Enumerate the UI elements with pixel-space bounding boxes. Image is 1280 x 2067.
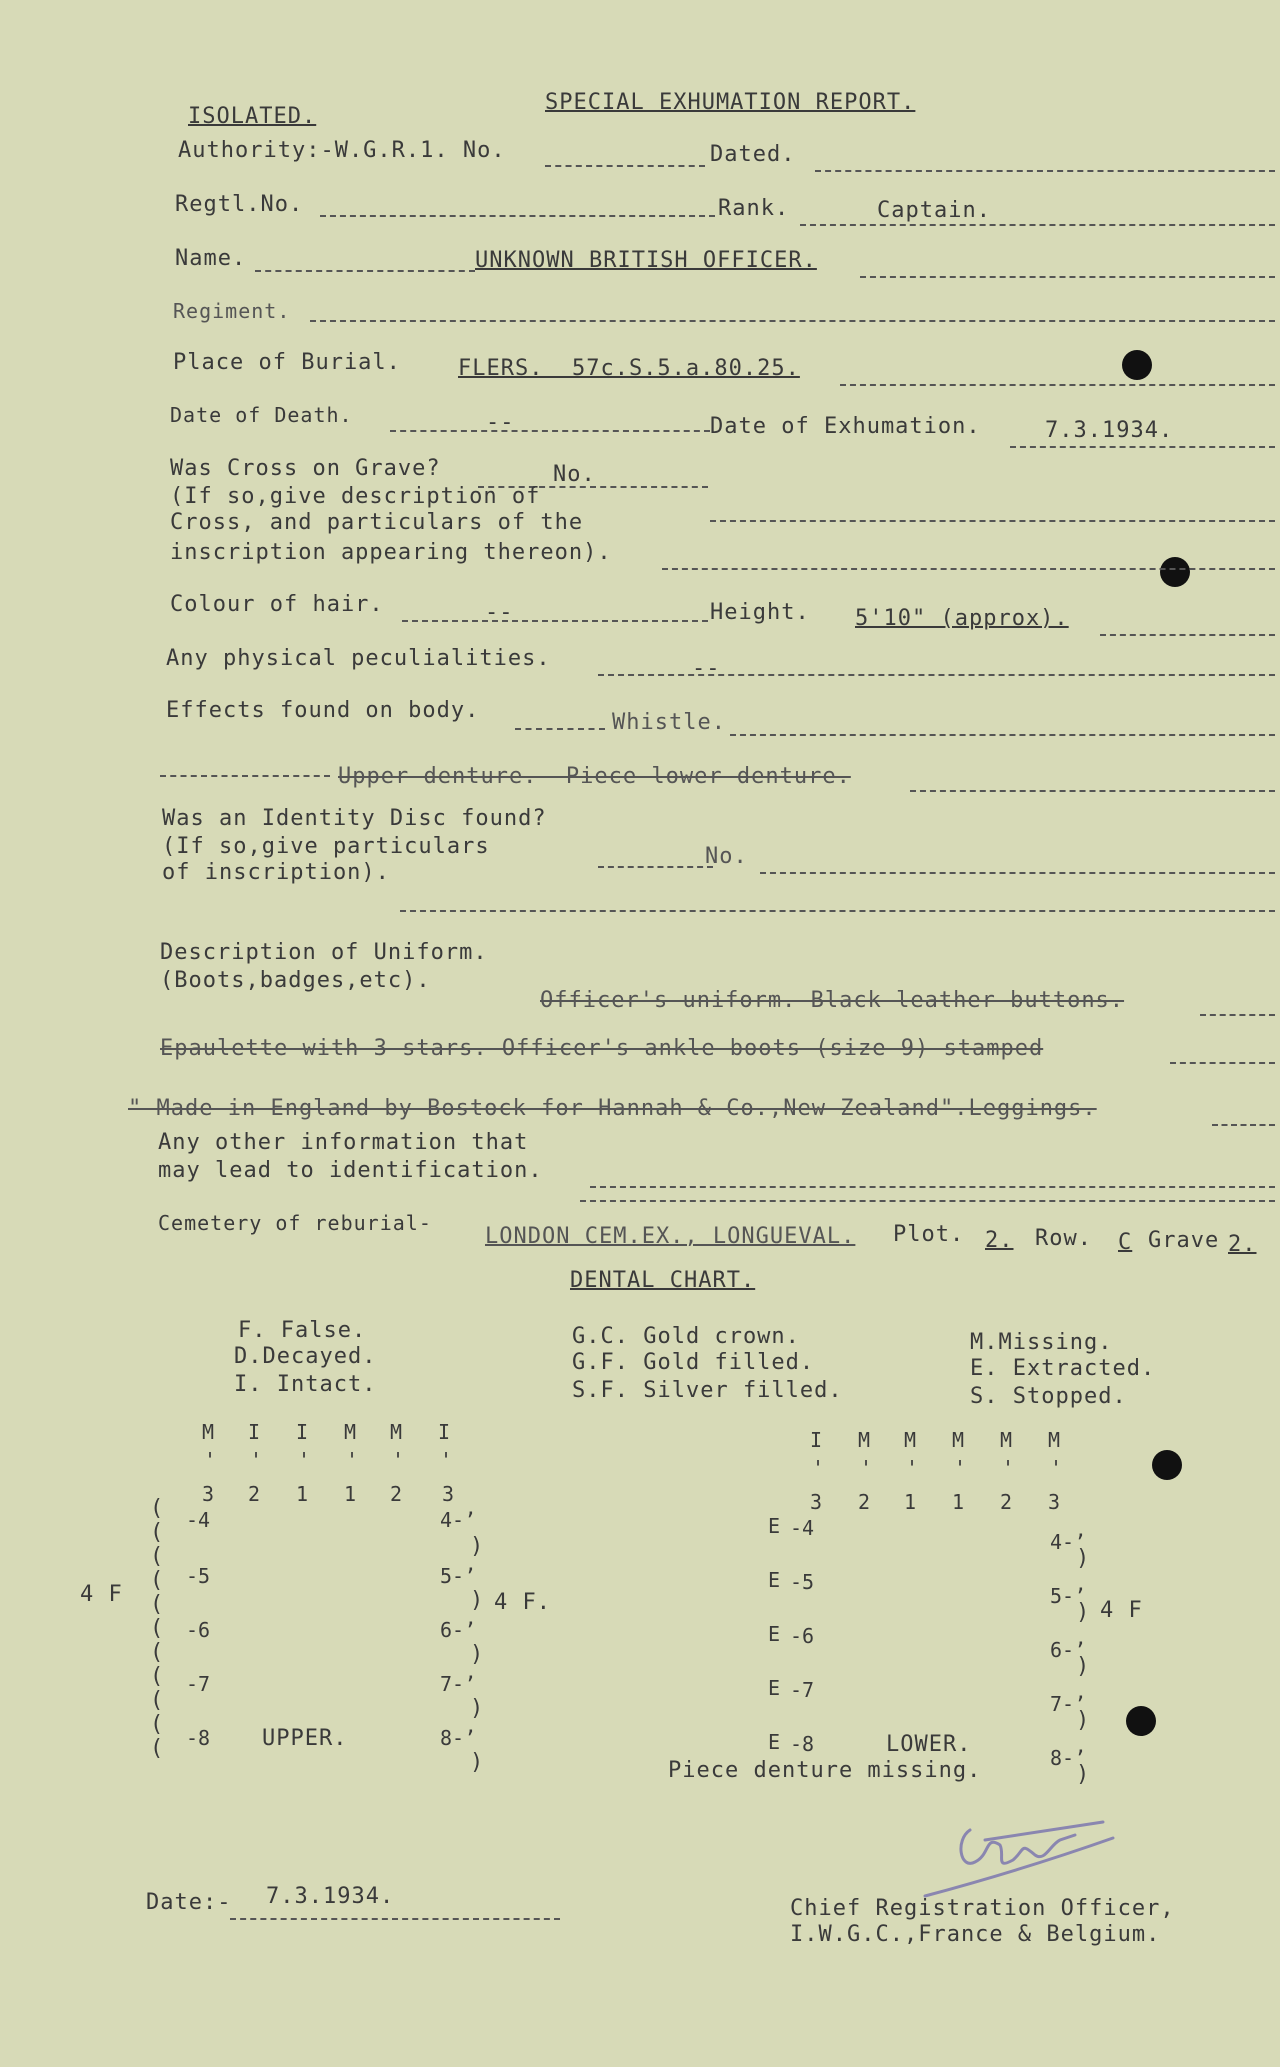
lower-tooth-code: M <box>1000 1428 1013 1452</box>
upper-bracket: ( <box>150 1736 164 1761</box>
regiment-line <box>310 320 1275 322</box>
isolated-heading: ISOLATED. <box>188 104 317 129</box>
lower-bracket: ) <box>1076 1708 1090 1733</box>
row-value: C <box>1118 1230 1133 1255</box>
upper-bracket: ( <box>150 1592 164 1617</box>
lower-tooth-code: M <box>952 1428 965 1452</box>
plot-label: Plot. <box>893 1222 965 1247</box>
punch-hole <box>1126 1706 1156 1736</box>
upper-bracket: ( <box>150 1712 164 1737</box>
upper-bracket: ( <box>150 1496 164 1521</box>
name-line-2 <box>860 276 1275 278</box>
legend-decayed: D.Decayed. <box>234 1344 377 1369</box>
cross-label: Was Cross on Grave? <box>170 456 441 481</box>
lower-tick: ' <box>1050 1456 1063 1480</box>
dated-label: Dated. <box>710 142 796 167</box>
lower-tooth-number: 2 <box>1000 1490 1013 1514</box>
upper-side-left: 4 F <box>80 1582 123 1607</box>
upper-right-tooth: 7-’ <box>440 1672 477 1696</box>
lower-tick: ' <box>812 1456 825 1480</box>
punch-hole <box>1160 557 1190 587</box>
upper-tick: ' <box>250 1448 263 1472</box>
cross-note-3: inscription appearing thereon). <box>170 540 612 565</box>
legend-false: F. False. <box>238 1318 367 1343</box>
disc-label: Was an Identity Disc found? <box>162 806 547 831</box>
other-line <box>590 1186 1275 1188</box>
upper-bracket: ) <box>470 1750 484 1775</box>
upper-tick: ' <box>204 1448 217 1472</box>
lower-right-tooth: 8-’ <box>1050 1746 1087 1770</box>
regiment-label: Regiment. <box>173 299 291 323</box>
exhumation-label: Date of Exhumation. <box>710 414 981 439</box>
effects-label: Effects found on body. <box>166 698 480 723</box>
height-line <box>1100 634 1275 636</box>
upper-tooth-code: I <box>296 1420 309 1444</box>
upper-right-tooth: 6-’ <box>440 1618 477 1642</box>
upper-tick: ' <box>392 1448 405 1472</box>
upper-bracket: ( <box>150 1520 164 1545</box>
disc-note-2: of inscription). <box>162 860 390 885</box>
lower-bracket: ) <box>1076 1546 1090 1571</box>
legend-missing: M.Missing. <box>970 1330 1113 1355</box>
upper-side-right: 4 F. <box>494 1590 551 1615</box>
upper-tooth-number: 2 <box>390 1482 403 1506</box>
lower-tick: ' <box>860 1456 873 1480</box>
lower-left-tooth: -4 <box>790 1516 815 1540</box>
upper-right-tooth: 4-’ <box>440 1508 477 1532</box>
lower-extracted-code: E <box>768 1514 781 1538</box>
effects-line <box>515 728 605 730</box>
lower-side-right: 4 F <box>1100 1598 1143 1623</box>
lower-right-tooth: 6-’ <box>1050 1638 1087 1662</box>
lower-tick: ' <box>906 1456 919 1480</box>
denture-line: Upper denture. Piece lower denture. <box>338 764 851 789</box>
upper-tick: ' <box>298 1448 311 1472</box>
lower-left-tooth: -8 <box>790 1732 815 1756</box>
upper-bracket: ( <box>150 1664 164 1689</box>
cross-line-2 <box>710 520 1275 522</box>
disc-note-1: (If so,give particulars <box>162 834 490 859</box>
effects-value: Whistle. <box>612 710 726 735</box>
name-value: UNKNOWN BRITISH OFFICER. <box>475 248 817 273</box>
upper-bracket: ( <box>150 1616 164 1641</box>
other-label-2: may lead to identification. <box>158 1158 543 1183</box>
date-value: 7.3.1934. <box>266 1884 395 1909</box>
legend-intact: I. Intact. <box>234 1372 377 1397</box>
denture-trail-line <box>910 790 1275 792</box>
upper-left-tooth: -4 <box>186 1508 211 1532</box>
legend-stopped: S. Stopped. <box>970 1384 1127 1409</box>
height-value: 5'10" (approx). <box>855 606 1069 631</box>
lower-tooth-code: M <box>904 1428 917 1452</box>
upper-tooth-code: I <box>438 1420 451 1444</box>
lower-bracket: ) <box>1076 1762 1090 1787</box>
upper-tooth-code: M <box>390 1420 403 1444</box>
name-label: Name. <box>175 246 247 271</box>
legend-silver-filled: S.F. Silver filled. <box>572 1378 843 1403</box>
upper-label: UPPER. <box>262 1726 348 1751</box>
burial-label: Place of Burial. <box>173 350 401 375</box>
upper-tooth-number: 3 <box>202 1482 215 1506</box>
name-line <box>255 270 475 272</box>
death-label: Date of Death. <box>170 403 353 427</box>
disc-line-2 <box>760 872 1275 874</box>
dated-line <box>815 170 1275 172</box>
lower-tooth-code: M <box>1048 1428 1061 1452</box>
lower-extracted-code: E <box>768 1622 781 1646</box>
burial-value: FLERS. 57c.S.5.a.80.25. <box>458 356 800 381</box>
upper-left-tooth: -8 <box>186 1726 211 1750</box>
exhumation-value: 7.3.1934. <box>1045 418 1174 443</box>
lower-left-tooth: -5 <box>790 1570 815 1594</box>
uniform-value-2: Epaulette with 3 stars. Officer's ankle boots (size 9) stamped <box>160 1036 1044 1061</box>
lower-tick: ' <box>1002 1456 1015 1480</box>
upper-tooth-code: M <box>202 1420 215 1444</box>
burial-line <box>840 384 1275 386</box>
uniform-line-3 <box>1212 1124 1275 1126</box>
upper-bracket: ( <box>150 1544 164 1569</box>
cross-note-2: Cross, and particulars of the <box>170 510 584 535</box>
authority-label: Authority:-W.G.R.1. No. <box>178 138 506 163</box>
death-line <box>390 430 710 432</box>
lower-tooth-number: 1 <box>904 1490 917 1514</box>
upper-bracket: ( <box>150 1568 164 1593</box>
upper-tooth-code: I <box>248 1420 261 1444</box>
cross-value: No. <box>553 462 596 487</box>
lower-right-tooth: 5-’ <box>1050 1584 1087 1608</box>
disc-line <box>598 866 713 868</box>
punch-hole <box>1152 1450 1182 1480</box>
disc-value: No. <box>705 844 748 869</box>
lower-right-tooth: 4-’ <box>1050 1530 1087 1554</box>
officer-title-2: I.W.G.C.,France & Belgium. <box>790 1922 1161 1947</box>
peculiar-label: Any physical peculialities. <box>166 646 551 671</box>
grave-value: 2. <box>1228 1232 1257 1257</box>
upper-tooth-number: 1 <box>296 1482 309 1506</box>
lower-bracket: ) <box>1076 1654 1090 1679</box>
upper-right-tooth: 8-’ <box>440 1726 477 1750</box>
upper-tooth-number: 3 <box>442 1482 455 1506</box>
lower-right-tooth: 7-’ <box>1050 1692 1087 1716</box>
death-value: -- <box>486 410 515 435</box>
hair-line <box>402 620 708 622</box>
lower-tooth-number: 3 <box>810 1490 823 1514</box>
upper-bracket: ) <box>470 1588 484 1613</box>
dental-title: DENTAL CHART. <box>570 1268 756 1293</box>
officer-title-1: Chief Registration Officer, <box>790 1896 1175 1921</box>
lower-bracket: ) <box>1076 1600 1090 1625</box>
cross-line-3 <box>662 568 1275 570</box>
date-label: Date:- <box>146 1890 232 1915</box>
plot-value: 2. <box>985 1228 1014 1253</box>
regtl-label: Regtl.No. <box>175 192 304 217</box>
date-line <box>230 1918 560 1920</box>
peculiar-value: -- <box>692 656 721 681</box>
upper-bracket: ( <box>150 1688 164 1713</box>
other-line-2 <box>580 1200 1275 1202</box>
regtl-line <box>320 215 715 217</box>
lower-label: LOWER. <box>886 1732 972 1757</box>
upper-bracket: ( <box>150 1640 164 1665</box>
denture-lead-line <box>160 775 330 777</box>
uniform-value-3: " Made in England by Bostock for Hannah & Co.,New Zealand".Leggings. <box>128 1096 1097 1121</box>
cemetery-value: LONDON CEM.EX., LONGUEVAL. <box>485 1224 856 1249</box>
punch-hole <box>1122 350 1152 380</box>
cemetery-label: Cemetery of reburial- <box>158 1211 432 1235</box>
lower-tooth-code: I <box>810 1428 823 1452</box>
upper-bracket: ) <box>470 1534 484 1559</box>
row-label: Row. <box>1035 1226 1092 1251</box>
lower-tooth-code: M <box>858 1428 871 1452</box>
disc-line-3 <box>400 910 1275 912</box>
lower-extracted-code: E <box>768 1568 781 1592</box>
uniform-note: (Boots,badges,etc). <box>160 968 431 993</box>
uniform-line-1 <box>1200 1014 1275 1016</box>
uniform-line-2 <box>1170 1062 1275 1064</box>
other-label-1: Any other information that <box>158 1130 529 1155</box>
rank-value: Captain. <box>877 198 991 223</box>
upper-tooth-number: 1 <box>344 1482 357 1506</box>
lower-tooth-number: 3 <box>1048 1490 1061 1514</box>
upper-tooth-number: 2 <box>248 1482 261 1506</box>
lower-left-tooth: -7 <box>790 1678 815 1702</box>
hair-label: Colour of hair. <box>170 592 384 617</box>
lower-tooth-number: 1 <box>952 1490 965 1514</box>
upper-bracket: ) <box>470 1696 484 1721</box>
cross-note-1: (If so,give description of <box>170 484 541 509</box>
lower-left-tooth: -6 <box>790 1624 815 1648</box>
legend-gold-crown: G.C. Gold crown. <box>572 1324 800 1349</box>
legend-gold-filled: G.F. Gold filled. <box>572 1350 815 1375</box>
upper-tooth-code: M <box>344 1420 357 1444</box>
lower-extracted-code: E <box>768 1676 781 1700</box>
upper-tick: ' <box>346 1448 359 1472</box>
effects-line-2 <box>730 734 1275 736</box>
legend-extracted: E. Extracted. <box>970 1356 1156 1381</box>
rank-line <box>800 224 1275 226</box>
lower-tooth-number: 2 <box>858 1490 871 1514</box>
upper-left-tooth: -6 <box>186 1618 211 1642</box>
uniform-label: Description of Uniform. <box>160 940 488 965</box>
exhumation-line <box>1010 446 1275 448</box>
upper-left-tooth: -5 <box>186 1564 211 1588</box>
lower-extracted-code: E <box>768 1730 781 1754</box>
upper-left-tooth: -7 <box>186 1672 211 1696</box>
authority-line <box>545 165 705 167</box>
denture-missing-note: Piece denture missing. <box>668 1758 982 1783</box>
upper-right-tooth: 5-’ <box>440 1564 477 1588</box>
upper-tick: ' <box>440 1448 453 1472</box>
lower-tick: ' <box>954 1456 967 1480</box>
uniform-value-1: Officer's uniform. Black leather buttons. <box>540 988 1125 1013</box>
height-label: Height. <box>710 600 810 625</box>
grave-label: Grave <box>1148 1228 1220 1253</box>
rank-label: Rank. <box>718 196 790 221</box>
upper-bracket: ) <box>470 1642 484 1667</box>
report-title: SPECIAL EXHUMATION REPORT. <box>545 90 916 115</box>
hair-value: -- <box>485 600 514 625</box>
